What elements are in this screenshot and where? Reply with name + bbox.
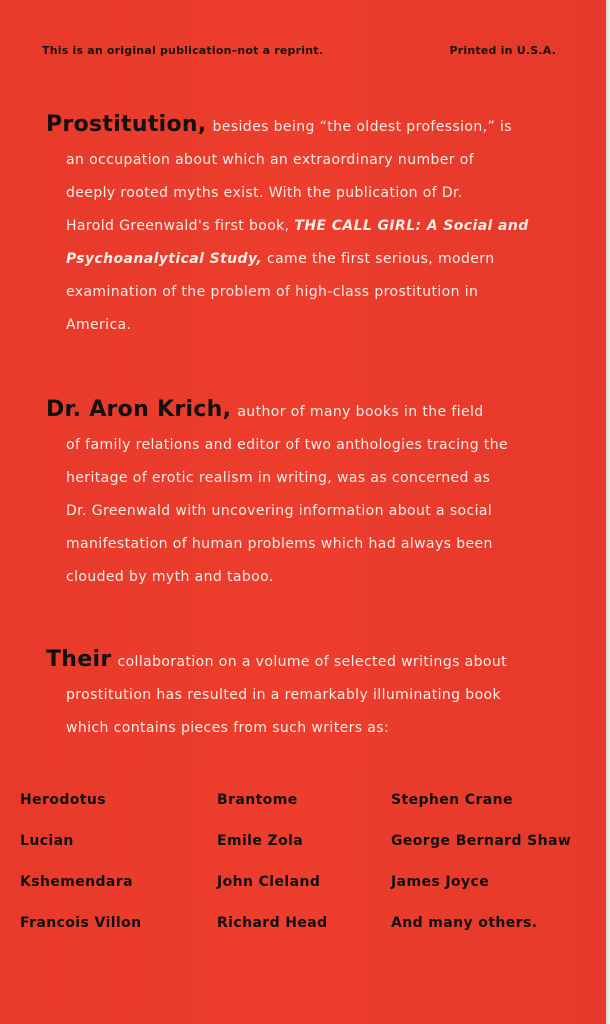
writer-name: Richard Head (217, 915, 328, 931)
paragraph-line: of family relations and editor of two anthologies tracing the (66, 437, 509, 453)
paragraph-line: America. (66, 317, 132, 333)
writer-name: Francois Villon (20, 915, 142, 931)
writers-list (20, 792, 580, 952)
paragraph-krich (46, 393, 546, 594)
book-subtitle: Psychoanalytical Study, (66, 251, 263, 267)
printed-in-note: Printed in U.S.A. (449, 44, 556, 57)
writer-name: George Bernard Shaw (391, 833, 572, 849)
writer-name: And many others. (391, 915, 538, 931)
writer-name: Emile Zola (217, 833, 304, 849)
paragraph-line: collaboration on a volume of selected writings about (117, 654, 508, 670)
paragraph-their (46, 643, 546, 745)
original-publication-note: This is an original publication–not a reprint. (42, 44, 324, 57)
writer-name: James Joyce (391, 874, 490, 890)
paragraph-line: which contains pieces from such writers as: (66, 720, 390, 736)
paragraph-line: Dr. Greenwald with uncovering information about a social (66, 503, 493, 519)
lead-word: Prostitution, (46, 112, 207, 137)
writers-column-1 (20, 792, 141, 956)
paragraph-line: clouded by myth and taboo. (66, 569, 274, 585)
writer-name: Lucian (20, 833, 74, 849)
paragraph-line: author of many books in the field (237, 404, 484, 420)
paragraph-line: besides being “the oldest profession,” is (212, 119, 513, 135)
writer-name: Brantome (217, 792, 298, 808)
writers-column-3 (391, 792, 571, 956)
paragraph-line: manifestation of human problems which had always been (66, 536, 493, 552)
paragraph-line: Harold Greenwald's first book, (66, 218, 290, 234)
writer-name: Stephen Crane (391, 792, 513, 808)
book-title: THE CALL GIRL: A Social and (294, 218, 529, 234)
lead-word: Their (46, 647, 112, 672)
lead-word: Dr. Aron Krich, (46, 397, 232, 422)
paragraph-line: examination of the problem of high-class prostitution in (66, 284, 479, 300)
writer-name: Herodotus (20, 792, 106, 808)
paragraph-prostitution (46, 108, 546, 342)
paragraph-line: an occupation about which an extraordinary number of (66, 152, 475, 168)
paragraph-line: heritage of erotic realism in writing, was as concerned as (66, 470, 491, 486)
paragraph-line: deeply rooted myths exist. With the publication of Dr. (66, 185, 463, 201)
writer-name: John Cleland (217, 874, 321, 890)
paragraph-line: came the first serious, modern (266, 251, 495, 267)
paragraph-line: prostitution has resulted in a remarkably illuminating book (66, 687, 502, 703)
writer-name: Kshemendara (20, 874, 133, 890)
writers-column-2 (217, 792, 328, 956)
page-edge (606, 0, 610, 1024)
